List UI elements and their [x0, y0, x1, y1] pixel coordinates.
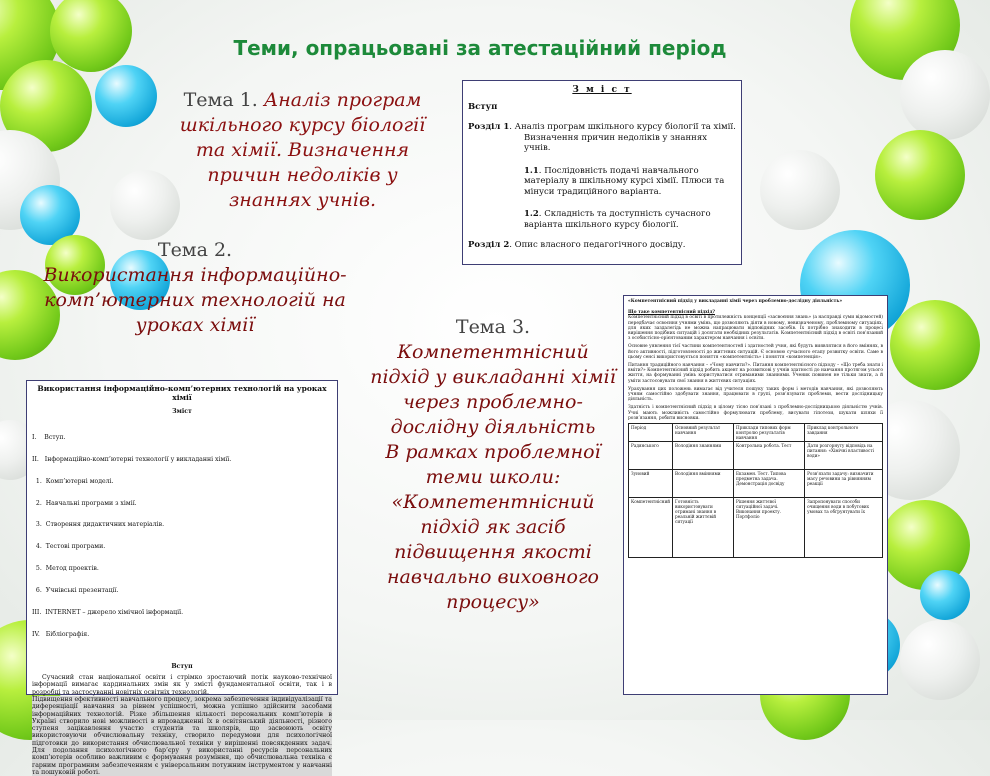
doc2-toc-item: 2. Навчальні програми з хімії. — [32, 499, 137, 507]
doc1-intro: Вступ — [468, 101, 498, 112]
table-cell: Період — [629, 424, 673, 442]
doc2-toc-item: I. Вступ. — [32, 433, 66, 441]
tema1-label: Тема 1. — [183, 89, 258, 111]
table-cell: Розв’язати задачу: визначити масу речовини за рівнянням реакції — [805, 470, 883, 498]
doc2-toc-item: 1. Комп’ютерні моделі. — [32, 477, 114, 485]
competence-document — [623, 295, 888, 695]
decor-bubble — [900, 50, 990, 140]
doc3-para: Основне уявлення тієї частини компетентностей і здатностей учня, які будуть виявлятися в його вміннях, в його активності, підготовленості до життєвих ситуацій. Є основою сучасного етапу розвитку освіти. Саме в цьому сенсі використовується поняття «компетентність» і поняття «компетенція». — [628, 344, 883, 360]
table-row — [629, 424, 883, 442]
ict-document — [26, 380, 338, 776]
doc1-section1-text: . Аналіз програм шкільного курсу біології та хімії. — [509, 122, 736, 132]
doc2-body-shaded: Підвищення ефективності навчального процесу, зокрема забезпечення індивідуалізації та диференціації навчання за рівнем успішності, можна успішно здійснити засобами інформаційних технологій. Різке збільшення кількості персональних комп’ютерів в Україні створило нові можливості в впровадженні їх в освітянський діяльності, різного ступеня зацікавлення участю студентів та школярів, що засвоюють освіту використовуючи обчислювальну техніку, створило передумови для психологічної підготовки до використання обчислювальної техніки у вирішенні повсякденних задач. Для подолання психологічного бар’єру у використанні ресурсів персональних комп’ютерів особливо важливим є формування розуміння, що обчислювальна техніка є гарним програмним забезпеченням є універсальним потужним інструментом у навчанні та пошуковій роботі. — [32, 695, 332, 776]
decor-bubble — [95, 65, 157, 127]
doc3-question-title: Що таке компетентнісний підхід? — [628, 310, 715, 316]
table-cell: Контрольна робота. Тест — [734, 442, 805, 470]
decor-bubble — [920, 570, 970, 620]
doc2-toc-item: III. INTERNET – джерело хімічної інформації. — [32, 609, 184, 617]
tema1-block — [165, 88, 440, 213]
doc1-sub1-label: 1.1 — [524, 165, 539, 176]
doc2-toc-item: 6. Учнівські презентації. — [32, 587, 119, 595]
table-cell: Запропонувати способи очищення води в побутових умовах та обґрунтувати їх — [805, 498, 883, 558]
tema2-label: Тема 2. — [157, 239, 233, 261]
doc1-section1-cont: Визначення причин недоліків у знаннях учнів. — [524, 132, 707, 153]
tema2-text: Використання інформаційно-комп’ютерних технологій на уроках хімії — [43, 264, 347, 336]
doc1-sub1-text: . Послідовність подачі навчального матеріалу в шкільному курсі хімії. Плюси та мінуси традиційного варіанта. — [524, 165, 725, 197]
table-cell: Радянського — [629, 442, 673, 470]
doc3-heading: «Компетентнісний підхід у викладанні хімії через проблемно-дослідну діяльність» — [628, 299, 843, 304]
doc3-comparison-table — [628, 423, 883, 558]
decor-bubble — [875, 130, 965, 220]
doc1-section2-label: Розділ 2 — [468, 240, 510, 250]
doc1-sub2-label: 1.2 — [524, 209, 539, 219]
doc2-toc — [32, 419, 332, 653]
decor-bubble — [760, 150, 840, 230]
doc2-heading: Використання інформаційно-комп’ютерних технологій на уроках хімії — [37, 384, 327, 402]
slide-title: Теми, опрацьовані за атестаційний період — [233, 36, 727, 60]
table-cell: Володіння знаннями — [673, 442, 734, 470]
doc1-sub2-text: . Складність та доступність сучасного варіанта шкільного курсу біології. — [524, 209, 711, 230]
doc2-body-plain: Сучасний стан національної освіти і стрімко зростаючий потік науково-технічної інформації вимагає кардинальних змін як у змісті фундаментальної освіти, так і в розробці та застосуванні новітніх освітніх технологій. — [32, 674, 332, 696]
table-cell: Дати розгорнуту відповідь на питання: «Хімічні властивості води» — [805, 442, 883, 470]
table-cell: Володіння вміннями — [673, 470, 734, 498]
contents-document — [462, 80, 742, 265]
tema3-school-theme: «Компетентнісний підхід як засіб підвищення якості навчально виховного процесу» — [387, 491, 599, 613]
table-cell: Рішення життєвої ситуаційної задачі. Виконання проекту. Портфоліо — [734, 498, 805, 558]
table-cell: Зуновий — [629, 470, 673, 498]
tema2-block — [40, 238, 350, 338]
doc2-toc-item: IV. Бібліографія. — [32, 630, 90, 638]
table-cell: Екзамен. Тест. Типова предметна задача. Демонстрація досвіду — [734, 470, 805, 498]
doc1-section1-label: Розділ 1 — [468, 122, 510, 132]
table-cell: Готовність використовувати отримані знання в реальній життєвій ситуації — [673, 498, 734, 558]
tema3-text: Компетентнісний підхід у викладанні хімії через проблемно-дослідну діяльність — [370, 341, 616, 438]
doc3-para: Здатність і компетентнісний підхід в цілому тісно пов’язані з проблемно-дослідницькою діяльністю учнів. Учні мають можливість самостійно формулювати проблему, висувати гіпотези, шукати шляхи її розв’язання, робити висновки. — [628, 405, 883, 421]
table-row — [629, 470, 883, 498]
table-cell: Компетентнісний — [629, 498, 673, 558]
table-row — [629, 498, 883, 558]
tema1-text: Аналіз програм шкільного курсу біології та хімії. Визначення причин недоліків у знаннях учнів. — [179, 89, 426, 211]
doc1-heading: З м і с т — [572, 85, 632, 95]
decor-bubble — [900, 620, 980, 700]
tema3-block — [368, 315, 618, 615]
doc2-toc-title: Зміст — [172, 408, 192, 415]
doc3-para: Урахування цих положень вимагає від учителя пошуку таких форм і методів навчання, які дозволяють учням самостійно здобувати знання, працювати в групі, розв’язувати проблеми, вести дослідницьку діяльність. — [628, 386, 883, 403]
table-cell: Приклад контрольного завдання — [805, 424, 883, 442]
decor-bubble — [890, 300, 980, 390]
table-cell: Основний результат навчання — [673, 424, 734, 442]
doc2-toc-item: 3. Створення дидактичних матеріалів. — [32, 521, 165, 529]
doc3-para: Питання традиційного навчання – «Чому навчити?». Питання компетентнісного підходу – «Що треба знати і вміти?» Компетентнісний підхід робить акцент на розвиткові у учнів здатності до навчання протягом усього життя, на формуванні умінь користуватися отриманими знаннями. Ученик повинен не тільки знати, а й уміти застосовувати свої знання в життєвих ситуаціях. — [628, 363, 883, 384]
doc1-section2-text: . Опис власного педагогічного досвіду. — [509, 240, 686, 250]
tema3-note: В рамках проблемної теми школи: — [385, 441, 601, 488]
table-row — [629, 442, 883, 470]
doc2-toc-item: II. Інформаційно-комп’ютерні технології у викладанні хімії. — [32, 455, 232, 463]
doc2-intro-title: Вступ — [171, 662, 193, 670]
doc3-para: Компетентнісний підхід в освіті в протилежність концепції «засвоєння знань» (а насправді суми відомостей) передбачає освоєння учнями умінь, що дозволяють діяти в новому, невизначеному, проблемному ситуаціях, для яких заздалегідь не можна напрацювати відповідних засобів. Їх потрібно знаходити в процесі вирішення подібних ситуацій і досягати необхідних результатів. Компетентнісний підхід в освіті пов’язаний з особистісно-орієнтованим характером навчання і освіти. — [628, 315, 883, 342]
doc2-toc-item: 4. Тестові програми. — [32, 543, 106, 551]
table-cell: Приклади типових форм контролю результатів навчання — [734, 424, 805, 442]
tema3-label: Тема 3. — [455, 316, 531, 338]
doc2-toc-item: 5. Метод проектів. — [32, 565, 99, 573]
